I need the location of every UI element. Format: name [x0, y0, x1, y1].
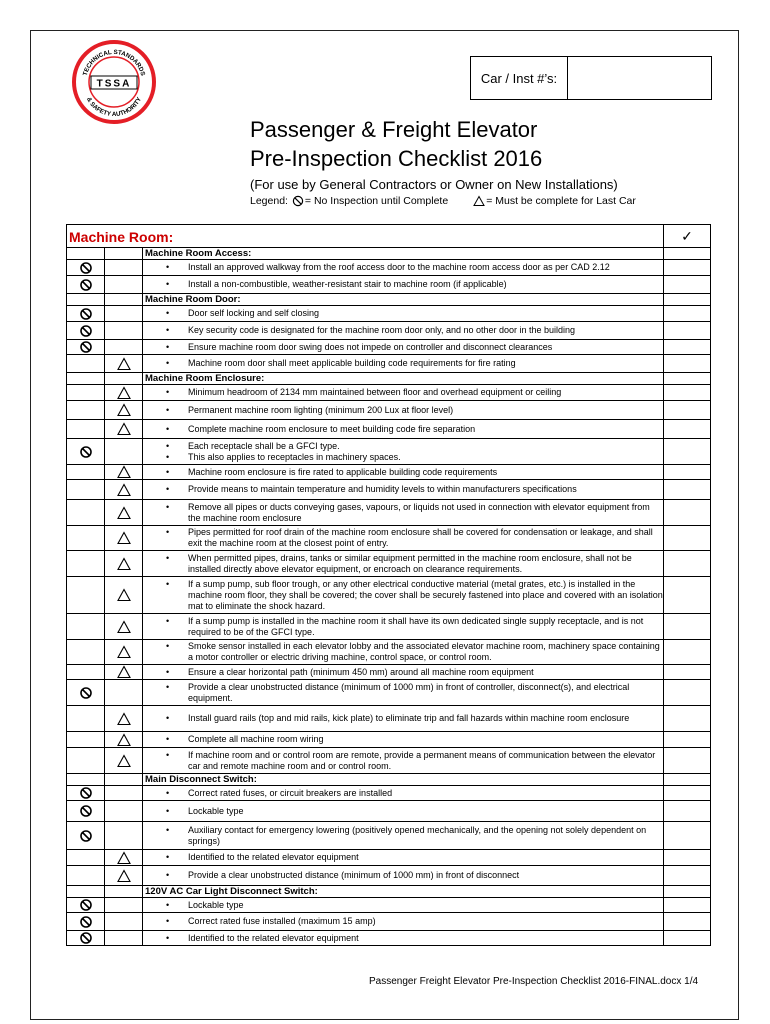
blank-cell [105, 294, 143, 306]
last-car-icon [117, 357, 131, 371]
checklist-item [143, 420, 664, 439]
checklist-item-row [67, 276, 711, 294]
check-cell[interactable] [664, 373, 711, 385]
subsection-title: Machine Room Enclosure: [143, 373, 664, 385]
no-inspection-cell [67, 340, 105, 355]
checklist-item [143, 465, 664, 480]
no-inspection-cell [67, 401, 105, 420]
no-inspection-cell [67, 526, 105, 551]
car-inst-box [470, 56, 712, 100]
checklist-item [143, 551, 664, 577]
blank-cell [67, 248, 105, 260]
no-inspection-icon [79, 898, 93, 912]
check-cell[interactable] [664, 866, 711, 886]
check-cell[interactable] [664, 706, 711, 732]
subsection-title: 120V AC Car Light Disconnect Switch: [143, 886, 664, 898]
no-inspection-cell [67, 276, 105, 294]
last-car-cell [105, 640, 143, 665]
check-cell[interactable] [664, 913, 711, 931]
subsection-row [67, 774, 711, 786]
last-car-cell [105, 340, 143, 355]
last-car-cell [105, 526, 143, 551]
checklist-item-text: • When permitted pipes, drains, tanks or similar equipment permitted in the machine room enclosure, shall not be installed directly above elevator equipment, or encroach on clearance requirements. [188, 553, 663, 575]
checklist-item [143, 748, 664, 774]
checklist-item-text: • Lockable type [188, 900, 663, 911]
checklist-item-text: • Correct rated fuses, or circuit breakers are installed [188, 788, 663, 799]
last-car-cell [105, 500, 143, 526]
subsection-row [67, 373, 711, 385]
checklist-item-row [67, 401, 711, 420]
no-inspection-cell [67, 480, 105, 500]
checklist-item [143, 898, 664, 913]
checklist-item [143, 306, 664, 322]
subsection-title: Machine Room Access: [143, 248, 664, 260]
no-inspection-icon [79, 340, 93, 354]
check-cell[interactable] [664, 480, 711, 500]
last-car-cell [105, 913, 143, 931]
no-inspection-icon [79, 829, 93, 843]
checklist-item-row [67, 500, 711, 526]
checklist-item [143, 439, 664, 465]
blank-cell [105, 248, 143, 260]
no-inspection-cell [67, 801, 105, 822]
no-inspection-cell [67, 913, 105, 931]
no-inspection-icon [79, 261, 93, 275]
no-inspection-cell [67, 551, 105, 577]
no-inspection-cell [67, 866, 105, 886]
blank-cell [67, 774, 105, 786]
no-inspection-cell [67, 850, 105, 866]
no-inspection-icon [79, 786, 93, 800]
checklist-item [143, 680, 664, 706]
checklist-item-text: • Pipes permitted for roof drain of the machine room enclosure shall be covered for condensation or leakage, and shall exit the machine room at the closest point of entry. [188, 527, 663, 549]
checklist-item [143, 665, 664, 680]
last-car-icon [117, 588, 131, 602]
checklist-item [143, 355, 664, 373]
check-cell[interactable] [664, 306, 711, 322]
no-inspection-icon [79, 915, 93, 929]
checklist-item-text: • Provide a clear unobstructed distance (minimum of 1000 mm) in front of disconnect [188, 870, 663, 881]
checklist-item-row [67, 665, 711, 680]
check-cell[interactable] [664, 500, 711, 526]
checklist-item-row [67, 786, 711, 801]
checklist-item-text: • Install a non-combustible, weather-resistant stair to machine room (if applicable) [188, 279, 663, 290]
checklist-item [143, 401, 664, 420]
subsection-title: Machine Room Door: [143, 294, 664, 306]
checklist-item [143, 276, 664, 294]
legend-prefix: Legend: [250, 195, 288, 207]
checklist-item-text: • Complete all machine room wiring [188, 734, 663, 745]
blank-cell [67, 373, 105, 385]
no-inspection-cell [67, 822, 105, 850]
checklist-item-row [67, 355, 711, 373]
subsection-row [67, 294, 711, 306]
check-mark-icon: ✓ [664, 225, 711, 248]
check-cell[interactable] [664, 526, 711, 551]
legend-last-car: = Must be complete for Last Car [486, 195, 636, 207]
no-inspection-icon [79, 278, 93, 292]
checklist-item-row [67, 748, 711, 774]
checklist-item [143, 322, 664, 340]
checklist-item [143, 640, 664, 665]
check-cell[interactable] [664, 465, 711, 480]
check-cell[interactable] [664, 665, 711, 680]
check-cell[interactable] [664, 294, 711, 306]
last-car-icon [117, 403, 131, 417]
checklist-item-row [67, 801, 711, 822]
last-car-cell [105, 439, 143, 465]
no-inspection-icon [79, 804, 93, 818]
last-car-cell [105, 801, 143, 822]
last-car-icon [117, 506, 131, 520]
checklist-item-row [67, 420, 711, 439]
page-title-line1: Passenger & Freight Elevator [250, 117, 538, 142]
checklist-item-row [67, 898, 711, 913]
check-cell[interactable] [664, 614, 711, 640]
last-car-cell [105, 420, 143, 439]
last-car-cell [105, 732, 143, 748]
no-inspection-icon [79, 324, 93, 338]
last-car-cell [105, 465, 143, 480]
no-inspection-cell [67, 786, 105, 801]
last-car-cell [105, 850, 143, 866]
checklist-item-text: • If a sump pump is installed in the machine room it shall have its own dedicated single supply receptacle, and is not required to be of the GFCI type. [188, 616, 663, 638]
logo-text-mid: TSSA [96, 78, 132, 90]
checklist-item [143, 706, 664, 732]
no-inspection-cell [67, 322, 105, 340]
checklist-item [143, 577, 664, 614]
checklist-item-row [67, 480, 711, 500]
check-cell[interactable] [664, 322, 711, 340]
check-cell[interactable] [664, 577, 711, 614]
checklist-item [143, 385, 664, 401]
last-car-cell [105, 355, 143, 373]
no-inspection-icon [79, 686, 93, 700]
checklist-item-row [67, 465, 711, 480]
checklist-item-row [67, 850, 711, 866]
no-inspection-icon [79, 307, 93, 321]
last-car-icon [117, 645, 131, 659]
no-inspection-cell [67, 500, 105, 526]
checklist-item-row [67, 551, 711, 577]
page-title-line2: Pre-Inspection Checklist 2016 [250, 146, 543, 171]
check-cell[interactable] [664, 886, 711, 898]
last-car-icon [117, 386, 131, 400]
last-car-cell [105, 786, 143, 801]
check-cell[interactable] [664, 748, 711, 774]
no-inspection-cell [67, 465, 105, 480]
last-car-icon [117, 620, 131, 634]
checklist-item-text: • Ensure machine room door swing does not impede on controller and disconnect clearances [188, 342, 663, 353]
car-inst-label: Car / Inst #’s: [471, 57, 568, 99]
last-car-cell [105, 551, 143, 577]
checklist-item-text: • Provide means to maintain temperature and humidity levels to within manufacturers specifications [188, 484, 663, 495]
no-inspection-cell [67, 931, 105, 946]
page-footer: Passenger Freight Elevator Pre-Inspection Checklist 2016-FINAL.docx 1/4 [369, 976, 699, 987]
blank-cell [105, 774, 143, 786]
last-car-cell [105, 276, 143, 294]
legend [250, 195, 636, 207]
check-cell[interactable] [664, 439, 711, 465]
last-car-icon [117, 422, 131, 436]
check-cell[interactable] [664, 340, 711, 355]
checklist-item-row [67, 322, 711, 340]
checklist-item-row [67, 706, 711, 732]
checklist-item-row [67, 340, 711, 355]
last-car-cell [105, 706, 143, 732]
checklist-item-text: • Provide a clear unobstructed distance (minimum of 1000 mm) in front of controller, disconnect(s), and electrical equipment. [188, 682, 663, 704]
no-inspection-cell [67, 439, 105, 465]
no-inspection-cell [67, 665, 105, 680]
no-inspection-icon [292, 195, 304, 207]
last-car-icon [117, 733, 131, 747]
checklist-item-text: • Complete machine room enclosure to meet building code fire separation [188, 424, 663, 435]
checklist-item-text: • Ensure a clear horizontal path (minimum 450 mm) around all machine room equipment [188, 667, 663, 678]
checklist-item-text: • Identified to the related elevator equipment [188, 852, 663, 863]
checklist-item-text: • Minimum headroom of 2134 mm maintained between floor and overhead equipment or ceiling [188, 387, 663, 398]
checklist-item-text: • If machine room and or control room are remote, provide a permanent means of communication between the elevator car and remote machine room and or control room. [188, 750, 663, 772]
checklist-item-text: • Lockable type [188, 806, 663, 817]
check-cell[interactable] [664, 931, 711, 946]
checklist-item [143, 340, 664, 355]
last-car-cell [105, 822, 143, 850]
checklist-item-row [67, 732, 711, 748]
checklist-item-row [67, 385, 711, 401]
check-cell[interactable] [664, 822, 711, 850]
checklist-item [143, 850, 664, 866]
last-car-cell [105, 680, 143, 706]
check-cell[interactable] [664, 774, 711, 786]
checklist-item-row [67, 306, 711, 322]
checklist-item-text: • Machine room enclosure is fire rated to applicable building code requirements [188, 467, 663, 478]
car-inst-field[interactable] [568, 57, 711, 99]
last-car-cell [105, 665, 143, 680]
checklist-item-text: • Key security code is designated for the machine room door only, and no other door in the building [188, 325, 663, 336]
checklist-item-row [67, 577, 711, 614]
checklist-item-row [67, 931, 711, 946]
logo-text-top: TECHNICAL STANDARDS [81, 48, 147, 77]
last-car-cell [105, 401, 143, 420]
no-inspection-cell [67, 732, 105, 748]
no-inspection-cell [67, 640, 105, 665]
no-inspection-cell [67, 420, 105, 439]
check-cell[interactable] [664, 680, 711, 706]
blank-cell [105, 886, 143, 898]
no-inspection-cell [67, 706, 105, 732]
check-cell[interactable] [664, 260, 711, 276]
check-cell[interactable] [664, 551, 711, 577]
subsection-row [67, 248, 711, 260]
checklist-item [143, 526, 664, 551]
checklist-item-text: • Smoke sensor installed in each elevator lobby and the associated elevator machine room, machinery space containing a motor controller or electric driving machine, control space, or control room. [188, 641, 663, 663]
section-title: Machine Room: [67, 225, 664, 248]
subsection-title: Main Disconnect Switch: [143, 774, 664, 786]
last-car-cell [105, 480, 143, 500]
checklist-item-text: • Install an approved walkway from the roof access door to the machine room access door as per CAD 2.12 [188, 262, 663, 273]
tssa-logo [72, 40, 156, 124]
checklist-item [143, 786, 664, 801]
checklist-item-text: • This also applies to receptacles in machinery spaces. [188, 452, 663, 463]
check-cell[interactable] [664, 801, 711, 822]
check-cell[interactable] [664, 248, 711, 260]
last-car-icon [117, 483, 131, 497]
last-car-cell [105, 614, 143, 640]
checklist-item [143, 801, 664, 822]
checklist-item-row [67, 680, 711, 706]
last-car-icon [117, 851, 131, 865]
subsection-row [67, 886, 711, 898]
check-cell[interactable] [664, 276, 711, 294]
check-cell[interactable] [664, 850, 711, 866]
last-car-icon [117, 869, 131, 883]
checklist-item-text: • If a sump pump, sub floor trough, or any other electrical conductive material (metal grates, etc.) is installed in the machine room floor, they shall be covered; the cover shall be securely fastened into place and covered with an isolation mat to eliminate the shock hazard. [188, 579, 663, 612]
blank-cell [67, 886, 105, 898]
checklist-item-row [67, 640, 711, 665]
last-car-icon [117, 465, 131, 479]
check-cell[interactable] [664, 898, 711, 913]
checklist-item [143, 866, 664, 886]
checklist-item-text: • Remove all pipes or ducts conveying gases, vapours, or liquids not used in connection with elevator equipment from the machine room enclosure [188, 502, 663, 524]
legend-no-inspection: = No Inspection until Complete [304, 195, 449, 207]
check-cell[interactable] [664, 355, 711, 373]
checklist-table [66, 224, 711, 946]
blank-cell [105, 373, 143, 385]
checklist-item-row [67, 866, 711, 886]
check-cell[interactable] [664, 385, 711, 401]
no-inspection-cell [67, 355, 105, 373]
no-inspection-icon [79, 931, 93, 945]
no-inspection-cell [67, 614, 105, 640]
check-cell[interactable] [664, 420, 711, 439]
checklist-item-row [67, 260, 711, 276]
subtitle: (For use by General Contractors or Owner on New Installations) [250, 177, 618, 192]
checklist-item-text: • Permanent machine room lighting (minimum 200 Lux at floor level) [188, 405, 663, 416]
checklist-item-text: • Auxiliary contact for emergency lowering (positively opened mechanically, and the opening not solely dependent on springs) [188, 825, 663, 847]
last-car-cell [105, 748, 143, 774]
last-car-cell [105, 306, 143, 322]
last-car-cell [105, 385, 143, 401]
checklist-item-text: • Identified to the related elevator equipment [188, 933, 663, 944]
check-cell[interactable] [664, 732, 711, 748]
last-car-icon [117, 531, 131, 545]
section-header-row [67, 225, 711, 248]
checklist-item [143, 822, 664, 850]
check-cell[interactable] [664, 786, 711, 801]
checklist-item-row [67, 913, 711, 931]
checklist-item [143, 913, 664, 931]
no-inspection-cell [67, 680, 105, 706]
checklist-item-text: • Correct rated fuse installed (maximum 15 amp) [188, 916, 663, 927]
checklist-item-text: • Each receptacle shall be a GFCI type. [188, 441, 663, 452]
checklist-item-row [67, 822, 711, 850]
no-inspection-icon [79, 445, 93, 459]
checklist-item [143, 260, 664, 276]
check-cell[interactable] [664, 640, 711, 665]
last-car-icon [117, 557, 131, 571]
last-car-icon [117, 754, 131, 768]
no-inspection-cell [67, 577, 105, 614]
checklist-item [143, 480, 664, 500]
last-car-cell [105, 260, 143, 276]
check-cell[interactable] [664, 401, 711, 420]
blank-cell [67, 294, 105, 306]
no-inspection-cell [67, 748, 105, 774]
checklist-item-row [67, 439, 711, 465]
checklist-item-text: • Door self locking and self closing [188, 308, 663, 319]
last-car-cell [105, 866, 143, 886]
last-car-icon [117, 665, 131, 679]
no-inspection-cell [67, 306, 105, 322]
logo-text-bottom: & SAFETY AUTHORITY [84, 96, 144, 119]
checklist-item [143, 732, 664, 748]
last-car-cell [105, 898, 143, 913]
last-car-cell [105, 322, 143, 340]
checklist-item-row [67, 614, 711, 640]
checklist-item-text: • Machine room door shall meet applicable building code requirements for fire rating [188, 358, 663, 369]
last-car-cell [105, 931, 143, 946]
last-car-cell [105, 577, 143, 614]
checklist-item-text: • Install guard rails (top and mid rails, kick plate) to eliminate trip and fall hazards within machine room enclosure [188, 713, 663, 724]
checklist-item [143, 614, 664, 640]
last-car-icon [117, 712, 131, 726]
checklist-item [143, 500, 664, 526]
last-car-icon [473, 195, 485, 207]
checklist-item-row [67, 526, 711, 551]
no-inspection-cell [67, 898, 105, 913]
no-inspection-cell [67, 260, 105, 276]
checklist-item [143, 931, 664, 946]
no-inspection-cell [67, 385, 105, 401]
